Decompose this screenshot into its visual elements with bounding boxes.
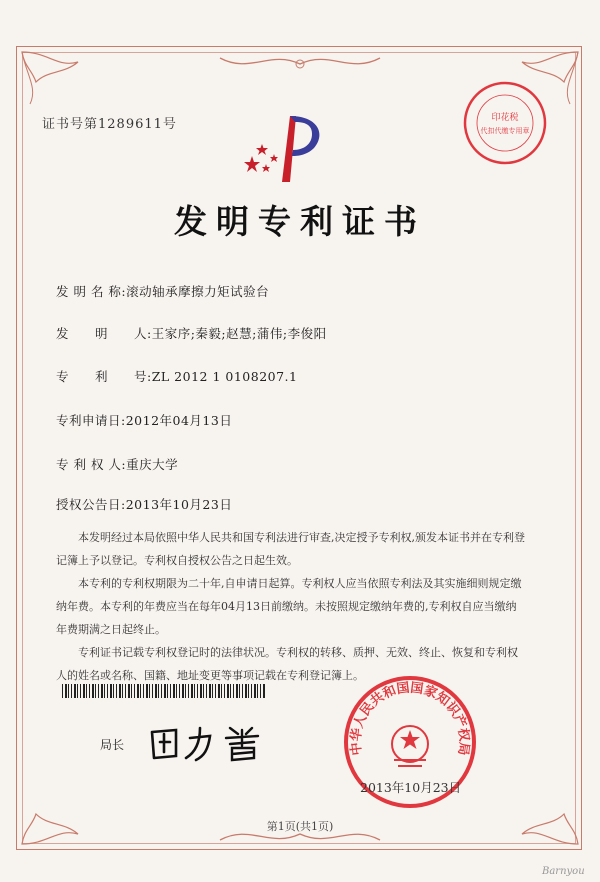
filing-date-row	[56, 411, 232, 429]
issue-date: 2013年10月23日	[360, 780, 462, 795]
top-center-ornament	[210, 50, 390, 80]
invention-name-label: 发 明 名 称:	[56, 284, 127, 299]
patentee-value: 重庆大学	[126, 457, 179, 472]
stamp-duty-seal-icon	[460, 78, 550, 168]
invention-name-value: 滚动轴承摩擦力矩试验台	[126, 284, 270, 299]
body-paragraph-2: 本专利的专利权期限为二十年,自申请日起算。专利权人应当依照专利法及其实施细则规定缴纳年费。本专利的年费应当在每年04月13日前缴纳。未按照规定缴纳年费的,专利权自应当缴纳年费期满之日起终止。	[56, 577, 522, 636]
grant-date-label: 授权公告日:	[56, 497, 126, 512]
certificate-title: 发明专利证书	[174, 202, 426, 241]
patent-number-row	[56, 367, 298, 385]
patent-number-label: 专 利 号:	[56, 369, 152, 384]
svg-text:代扣代缴专用章: 代扣代缴专用章	[480, 127, 530, 135]
filing-date-label: 专利申请日:	[56, 413, 126, 428]
director-label: 局长	[100, 738, 125, 752]
top-left-ornament	[18, 48, 98, 108]
patentee-row	[56, 455, 178, 473]
stamp-duty-seal-center-text: 印花税	[491, 113, 519, 123]
patentee-label: 专 利 权 人:	[56, 457, 127, 472]
grant-date-value: 2013年10月23日	[125, 497, 233, 512]
director-signature-icon	[146, 720, 276, 764]
handwritten-note: Barnyou	[542, 866, 585, 877]
svg-text:中华人民共和国国家知识产权局	[348, 680, 473, 757]
certificate-body	[56, 526, 526, 687]
patent-number-value: ZL 2012 1 0108207.1	[151, 369, 298, 384]
filing-date-value: 2012年04月13日	[125, 413, 233, 428]
body-paragraph-1: 本发明经过本局依照中华人民共和国专利法进行审查,决定授予专利权,颁发本证书并在专利登记簿上予以登记。专利权自授权公告之日起生效。	[56, 531, 525, 567]
body-paragraph-3: 专利证书记载专利权登记时的法律状况。专利权的转移、质押、无效、终止、恢复和专利权人的姓名或名称、国籍、地址变更等事项记载在专利登记簿上。	[56, 646, 518, 682]
patent-office-logo-icon	[238, 110, 338, 190]
inventors-value: 王家序;秦毅;赵慧;蒲伟;李俊阳	[151, 326, 327, 341]
barcode	[62, 684, 266, 698]
invention-name-row	[56, 282, 269, 300]
page-number: 第1页(共1页)	[266, 820, 334, 833]
inventors-label: 发 明 人:	[56, 326, 152, 341]
inventors-row	[56, 324, 327, 342]
grant-date-row	[56, 495, 232, 513]
official-seal-text: 中华人民共和国国家知识产权局	[348, 680, 472, 757]
certificate-number: 证书号第1289611号	[42, 117, 177, 132]
